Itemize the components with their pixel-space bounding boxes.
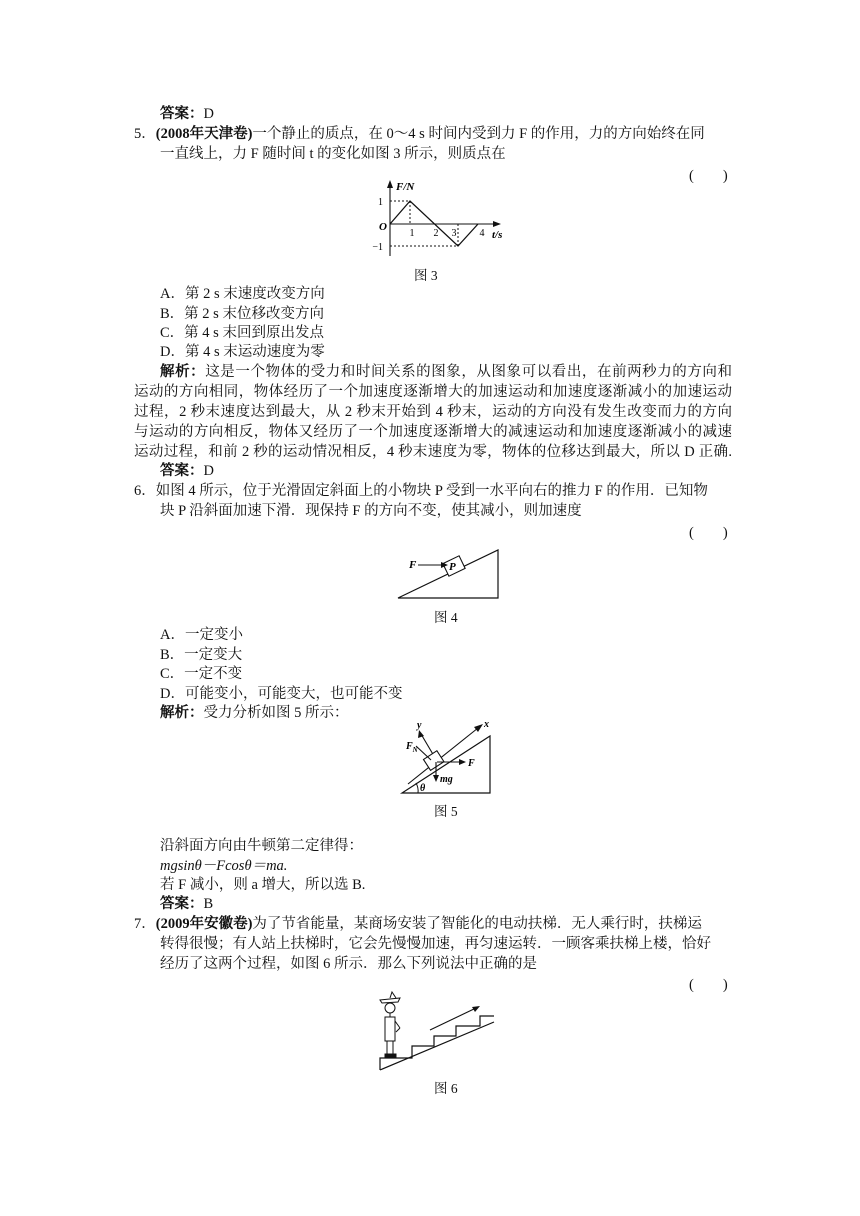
y-axis-label: F/N: [396, 181, 415, 193]
label-mg: mg: [440, 774, 453, 785]
q7-stem-line-1: [134, 914, 702, 934]
q5-analysis-line-1: [160, 362, 732, 382]
q5-option-d: D．第 4 s 末运动速度为零: [160, 344, 325, 360]
label-f: F: [409, 559, 417, 571]
push-force-arrowhead: [459, 759, 466, 765]
answer-value: B: [203, 896, 214, 912]
q5-analysis-line-4: 与运动的方向相反，物体又经历了一个加速度逐渐增大的减速运动和加速度逐渐减小的减速: [134, 424, 732, 440]
question-number: 7．: [134, 916, 156, 932]
answer-value: D: [203, 106, 214, 122]
motion-arrow: [430, 1008, 476, 1030]
q6-equation: mgsinθ－Fcosθ＝ma.: [160, 858, 288, 874]
q5-stem-line-1: [134, 124, 705, 144]
origin-label: O: [379, 221, 387, 233]
stem-text: 如图 4 所示，位于光滑固定斜面上的小物块 P 受到一水平向右的推力 F 的作用．已知物: [155, 483, 708, 499]
customer-figure: [380, 992, 400, 1058]
analysis-label: 解析：: [160, 364, 206, 380]
question-number: 6．: [134, 483, 156, 499]
q6-stem-line-2: 块 P 沿斜面加速下滑．现保持 F 的方向不变，使其减小，则加速度: [160, 503, 582, 519]
q5-analysis-line-3: 过程，2 秒末速度达到最大，从 2 秒末开始到 4 秒末，运动的方向没有发生改变而力的方向: [134, 404, 732, 420]
figure-4-incline: [390, 546, 506, 602]
figure-5-caption: 图 5: [434, 804, 458, 819]
stem-text: 一个静止的质点，在 0～4 s 时间内受到力 F 的作用，力的方向始终在同: [252, 126, 705, 142]
label-x: x: [484, 719, 489, 730]
y-tick-1: 1: [378, 197, 383, 208]
gravity-arrowhead: [433, 775, 439, 782]
label-theta: θ: [420, 783, 426, 794]
x-tick-2: 2: [433, 228, 439, 239]
answer-label: 答案：: [160, 463, 204, 479]
q5-answer: [160, 461, 214, 481]
q7-stem-line-3: 经历了这两个过程，如图 6 所示．那么下列说法中正确的是: [160, 956, 537, 972]
q5-analysis-line-5: 运动过程，和前 2 秒的运动情况相反，4 秒末速度为零，物体的位移达到最大，所以 D 正确.: [134, 444, 732, 460]
q6-option-b: B．一定变大: [160, 647, 243, 663]
q6-analysis-line-2: 沿斜面方向由牛顿第二定律得：: [160, 838, 363, 854]
question-source: (2009年安徽卷): [155, 916, 253, 932]
analysis-text: 受力分析如图 5 所示：: [203, 705, 349, 721]
q5-option-c: C．第 4 s 末回到原出发点: [160, 325, 324, 341]
figure-4-caption: 图 4: [434, 610, 458, 625]
x-axis-arrow: [493, 221, 501, 227]
y-axis-arrow: [387, 180, 393, 188]
motion-arrowhead: [472, 1006, 480, 1012]
figure-6-escalator: [376, 988, 498, 1074]
figure-5-force-diagram: [398, 716, 498, 798]
label-p: P: [449, 561, 456, 573]
figure-3-graph: [360, 176, 510, 260]
figure-6-caption: 图 6: [434, 1081, 458, 1096]
q6-option-a: A．一定变小: [160, 627, 243, 643]
q6-option-c: C．一定不变: [160, 666, 243, 682]
q6-answer-paren: ( ): [689, 525, 728, 541]
question-number: 5．: [134, 126, 156, 142]
q6-analysis-line-1: [160, 703, 349, 723]
escalator-base: [380, 1022, 494, 1070]
answer-label: 答案：: [160, 106, 204, 122]
q5-answer-paren: ( ): [689, 168, 728, 184]
figure-3-caption: 图 3: [414, 268, 438, 283]
label-fn: $F_N$: [406, 741, 418, 754]
x-axis-label: t/s: [492, 229, 503, 241]
answer-value: D: [203, 463, 214, 479]
stem-text: 为了节省能量，某商场安装了智能化的电动扶梯．无人乘行时，扶梯运: [252, 916, 702, 932]
label-f: F: [468, 758, 475, 769]
q5-stem-line-2: 一直线上，力 F 随时间 t 的变化如图 3 所示，则质点在: [160, 146, 506, 162]
q5-analysis-line-2: 运动的方向相同，物体经历了一个加速度逐渐增大的加速运动和加速度逐渐减小的加速运动: [134, 384, 732, 400]
question-source: (2008年天津卷): [155, 126, 253, 142]
q5-option-a: A．第 2 s 末速度改变方向: [160, 286, 325, 302]
q4-answer: [160, 104, 214, 124]
q6-analysis-line-3: 若 F 减小，则 a 增大，所以选 B.: [160, 877, 366, 893]
angle-arc: [416, 783, 418, 793]
q5-option-b: B．第 2 s 末位移改变方向: [160, 306, 324, 322]
x-tick-4: 4: [479, 228, 485, 239]
analysis-label: 解析：: [160, 705, 204, 721]
q7-answer-paren: ( ): [689, 977, 728, 993]
x-tick-1: 1: [409, 228, 415, 239]
y-tick-neg1: −1: [372, 242, 383, 253]
q6-answer: [160, 894, 213, 914]
q6-option-d: D．可能变小，可能变大，也可能不变: [160, 686, 403, 702]
answer-label: 答案：: [160, 896, 204, 912]
label-y: y: [417, 720, 422, 731]
q6-stem-line-1: [134, 481, 708, 501]
x-tick-3: 3: [451, 228, 457, 239]
analysis-text: 这是一个物体的受力和时间关系的图象，从图象可以看出，在前两秒力的方向和: [205, 364, 732, 380]
q7-stem-line-2: 转得很慢；有人站上扶梯时，它会先慢慢加速，再匀速运转．一顾客乘扶梯上楼，恰好: [160, 936, 711, 952]
